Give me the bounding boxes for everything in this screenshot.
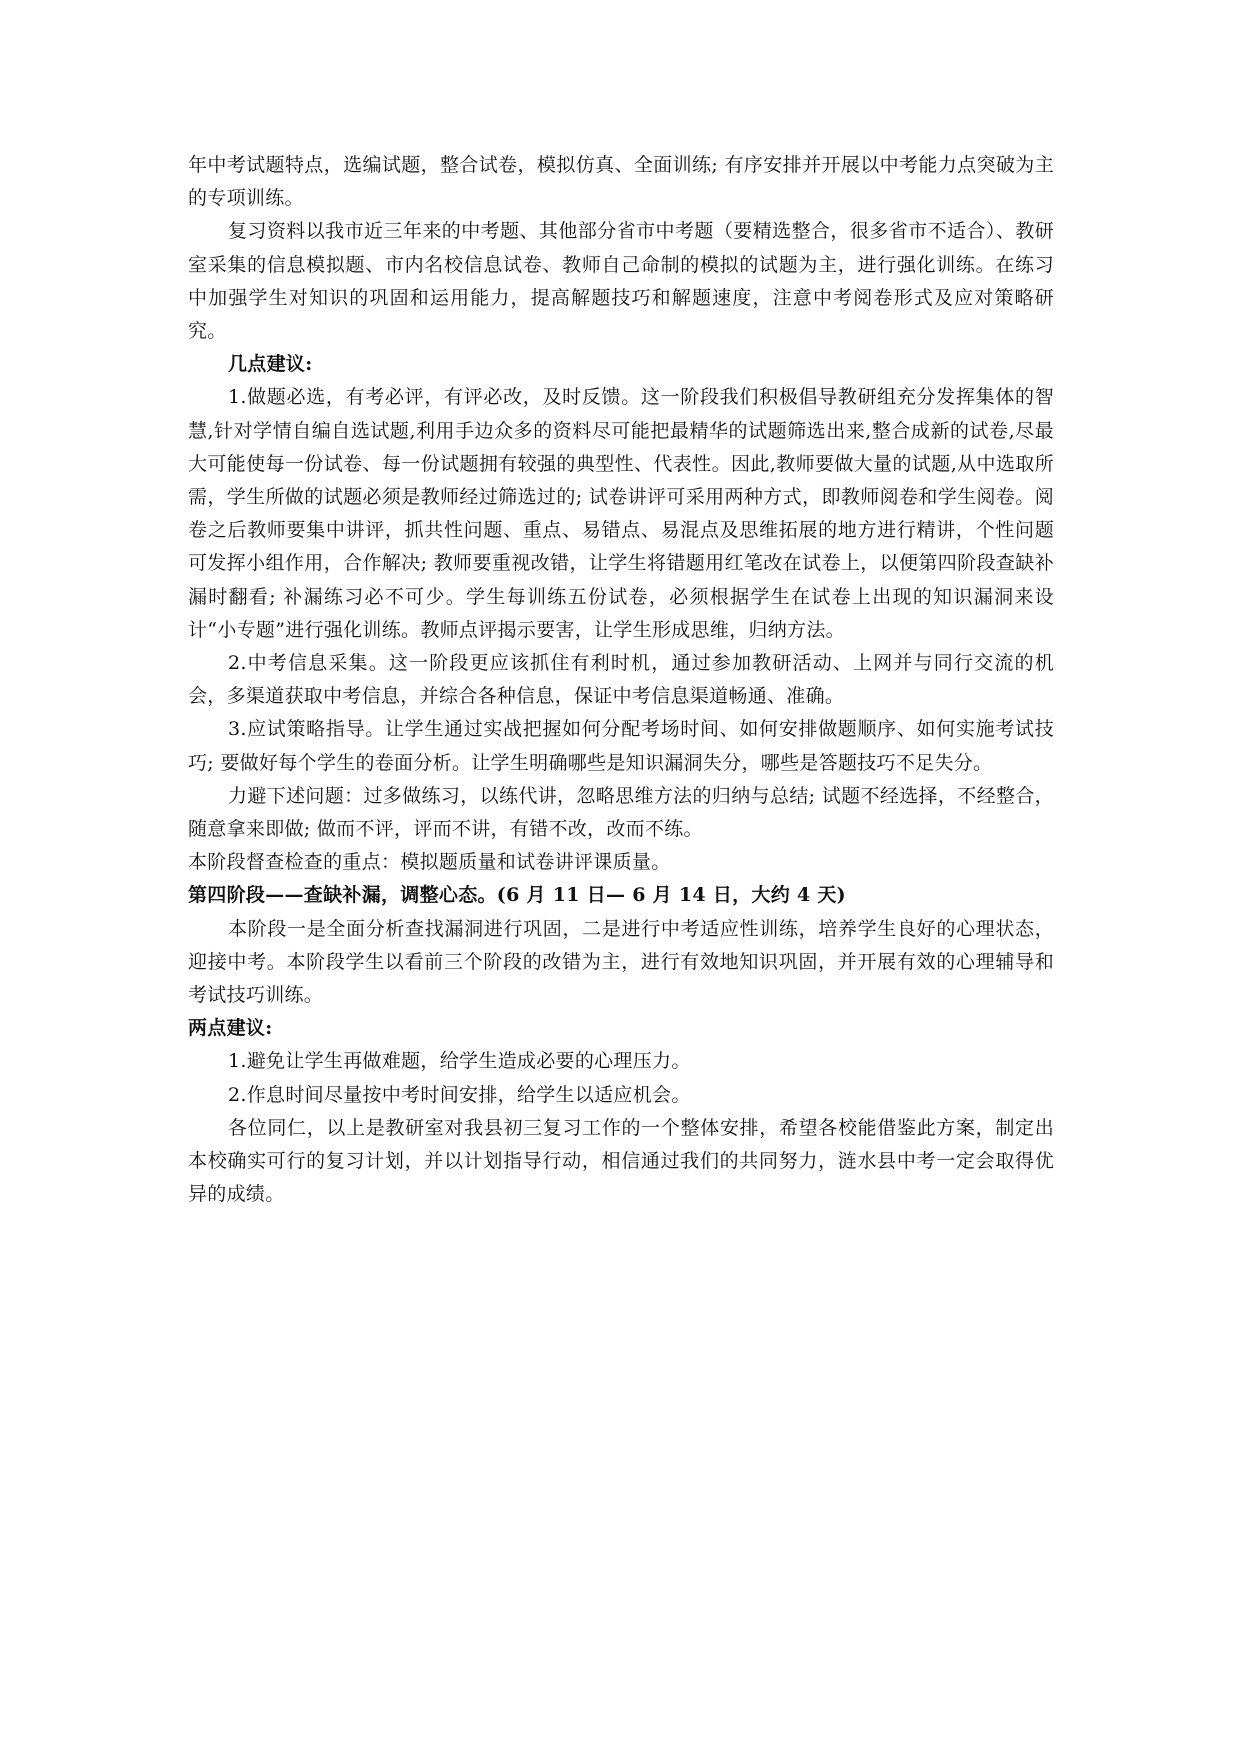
- paragraph-avoid-problems: 力避下述问题：过多做练习，以练代讲，忽略思维方法的归纳与总结; 试题不经选择，不经整合，随意拿来即做; 做而不评，评而不讲，有错不改，改而不练。: [188, 784, 1054, 841]
- document-body: [188, 149, 1054, 1212]
- paragraph-inspection-focus: 本阶段督查检查的重点：模拟题质量和试卷讲评课质量。: [188, 851, 671, 874]
- heading-two-suggestions: 两点建议:: [188, 1017, 273, 1040]
- paragraph-suggestion-1: 1.做题必选，有考必评，有评必改，及时反馈。这一阶段我们积极倡导教研组充分发挥集体的智慧,针对学情自编自选试题,利用手边众多的资料尽可能把最精华的试题筛选出来,整合成新的试卷,尽最大可能使每一份试卷、每一份试题拥有较强的典型性、代表性。因此,教师要做大量的试题,从中选取所需，学生所做的试题必须是教师经过筛选过的; 试卷讲评可采用两种方式，即教师阅卷和学生阅卷。阅卷之后教师要集中讲评，抓共性问题、重点、易错点、易混点及思维拓展的地方进行精讲，个性问题可发挥小组作用，合作解决; 教师要重视改错，让学生将错题用红笔改在试卷上，以便第四阶段查缺补漏时翻看; 补漏练习必不可少。学生每训练五份试卷，必须根据学生在试卷上出现的知识漏洞来设计“小专题”进行强化训练。教师点评揭示要害，让学生形成思维，归纳方法。: [188, 386, 1054, 641]
- paragraph-review-materials: 复习资料以我市近三年来的中考题、其他部分省市中考题（要精选整合，很多省市不适合）、教研室采集的信息模拟题、市内名校信息试卷、教师自己命制的模拟的试题为主，进行强化训练。在练习中加强学生对知识的巩固和运用能力，提高解题技巧和解题速度，注意中考阅卷形式及应对策略研究。: [188, 220, 1054, 343]
- paragraph-closing: 各位同仁，以上是教研室对我县初三复习工作的一个整体安排，希望各校能借鉴此方案，制定出本校确实可行的复习计划，并以计划指导行动，相信通过我们的共同努力，涟水县中考一定会取得优异的成绩。: [188, 1116, 1054, 1206]
- paragraph-suggestion-2: 2.中考信息采集。这一阶段更应该抓住有利时机，通过参加教研活动、上网并与同行交流的机会，多渠道获取中考信息，并综合各种信息，保证中考信息渠道畅通、准确。: [188, 652, 1054, 708]
- paragraph-intro-continued: 年中考试题特点，选编试题，整合试卷，模拟仿真、全面训练; 有序安排并开展以中考能力点突破为主的专项训练。: [188, 154, 1054, 210]
- heading-stage-four: 第四阶段——查缺补漏，调整心态。(6 月 11 日— 6 月 14 日，大约 4 天): [188, 884, 846, 907]
- paragraph-suggestion-3: 3.应试策略指导。让学生通过实战把握如何分配考场时间、如何安排做题顺序、如何实施考试技巧; 要做好每个学生的卷面分析。让学生明确哪些是知识漏洞失分，哪些是答题技巧不足失分。: [188, 718, 1054, 774]
- heading-suggestions: 几点建议:: [228, 353, 313, 376]
- paragraph-stage-four-desc: 本阶段一是全面分析查找漏洞进行巩固，二是进行中考适应性训练，培养学生良好的心理状态，迎接中考。本阶段学生以看前三个阶段的改错为主，进行有效地知识巩固，并开展有效的心理辅导和考试技巧训练。: [188, 917, 1054, 1007]
- paragraph-two-suggestions-2: 2.作息时间尽量按中考时间安排，给学生以适应机会。: [228, 1083, 691, 1106]
- paragraph-two-suggestions-1: 1.避免让学生再做难题，给学生造成必要的心理压力。: [228, 1050, 691, 1073]
